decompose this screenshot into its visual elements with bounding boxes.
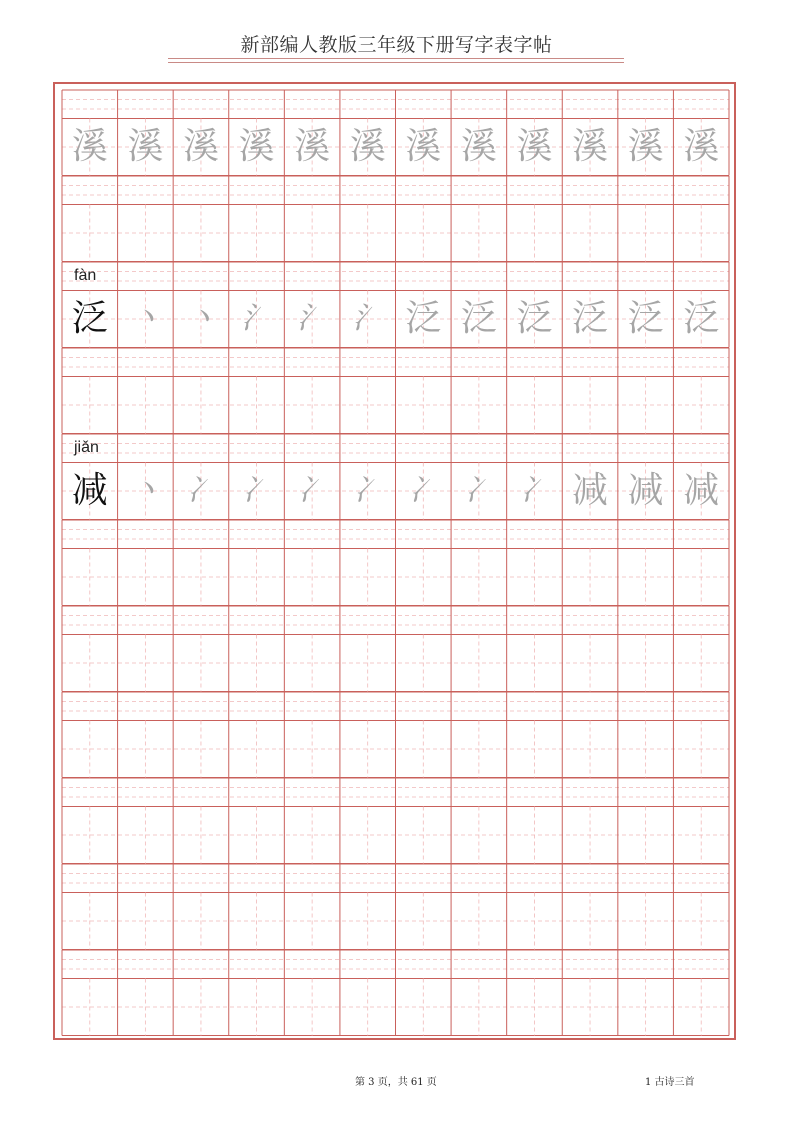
trace-character: 溪 — [572, 126, 609, 167]
trace-character: 溪 — [627, 126, 664, 167]
trace-character: 减 — [572, 470, 609, 511]
stroke-order-character: 冫 — [241, 473, 272, 508]
stroke-order-character: 丶 — [130, 473, 161, 508]
pinyin-label: fàn — [74, 267, 97, 284]
trace-character: 溪 — [516, 126, 553, 167]
page-title: 新部编人教版三年级下册写字表字帖 — [240, 34, 553, 56]
trace-character: 泛 — [683, 298, 720, 339]
stroke-order-character: 冫 — [463, 473, 494, 508]
stroke-order-character: 冫 — [185, 473, 216, 508]
stroke-order-character: 丶 — [130, 301, 161, 336]
trace-character: 泛 — [572, 298, 609, 339]
trace-character: 溪 — [294, 126, 331, 167]
trace-character: 溪 — [182, 126, 219, 167]
stroke-order-character: 冫 — [408, 473, 439, 508]
stroke-order-character: 冫 — [519, 473, 550, 508]
trace-character: 泛 — [627, 298, 664, 339]
trace-character: 溪 — [405, 126, 442, 167]
stroke-order-character: 冫 — [297, 473, 328, 508]
trace-character: 泛 — [405, 298, 442, 339]
trace-character: 溪 — [349, 126, 386, 167]
trace-character: 减 — [627, 470, 664, 511]
trace-character: 溪 — [238, 126, 275, 167]
pinyin-label: jiǎn — [74, 439, 99, 456]
trace-character: 泛 — [516, 298, 553, 339]
trace-character: 减 — [683, 470, 720, 511]
trace-character: 溪 — [683, 126, 720, 167]
footer-page-info: 第 3 页，共 61 页 — [355, 1077, 437, 1088]
stroke-order-character: 丶 — [185, 301, 216, 336]
trace-character: 泛 — [460, 298, 497, 339]
model-character: 泛 — [71, 298, 108, 339]
stroke-order-character: 氵 — [297, 301, 328, 336]
trace-character: 溪 — [460, 126, 497, 167]
stroke-order-character: 氵 — [352, 301, 383, 336]
trace-character: 溪 — [127, 126, 164, 167]
model-character: 减 — [71, 470, 108, 511]
stroke-order-character: 氵 — [241, 301, 272, 336]
trace-character: 溪 — [71, 126, 108, 167]
stroke-order-character: 冫 — [352, 473, 383, 508]
footer-lesson: 1 古诗三首 — [645, 1077, 695, 1088]
